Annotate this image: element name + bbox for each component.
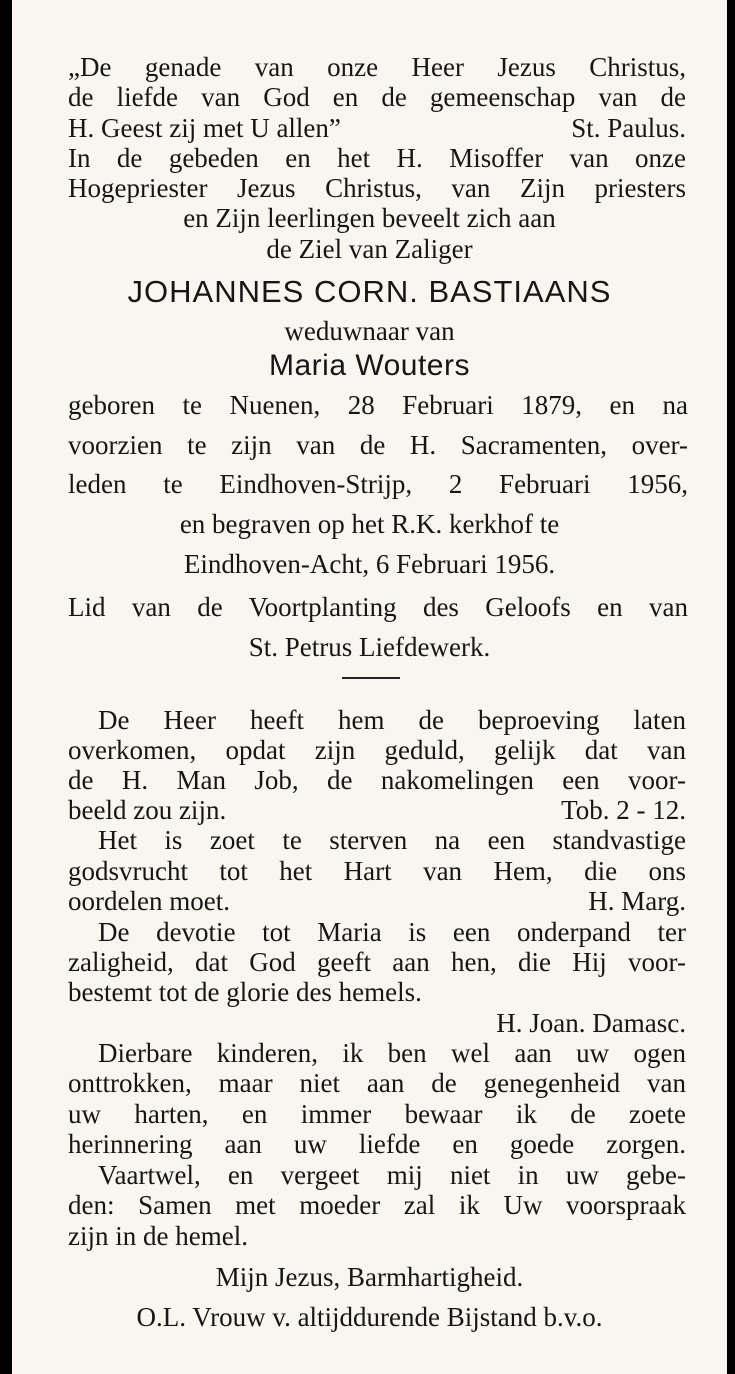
text-line: Het is zoet te sterven na een standvastige — [98, 825, 686, 855]
text-line: zijn in de hemel. — [68, 1221, 248, 1251]
citation: H. Joan. Damasc. — [496, 1008, 686, 1038]
text-line: bestemt tot de glorie des hemels. — [68, 977, 422, 1007]
text-line: oordelen moet. — [68, 886, 230, 916]
text-line: overkomen, opdat zijn geduld, gelijk dat van — [68, 735, 686, 765]
text-line: onttrokken, maar niet aan de genegenheid van — [68, 1068, 686, 1098]
citation: St. Paulus. — [571, 113, 686, 143]
text-line: St. Petrus Liefdewerk. — [248, 632, 491, 662]
text-line: Eindhoven-Acht, 6 Februari 1956. — [183, 549, 556, 579]
text-line: Hogepriester Jezus Christus, van Zijn priesters — [68, 173, 686, 203]
citation: Tob. 2 - 12. — [561, 795, 686, 825]
prayer-card — [12, 0, 727, 1374]
text-line: H. Geest zij met U allen” — [68, 113, 341, 143]
text-line: de H. Man Job, de nakomelingen een voor- — [68, 765, 686, 795]
text-line: de Ziel van Zaliger — [266, 234, 473, 264]
text-line: geboren te Nuenen, 28 Februari 1879, en na — [68, 390, 688, 420]
text-line: en Zijn leerlingen beveelt zich aan — [183, 203, 556, 233]
text-line: godsvrucht tot het Hart van Hem, die ons — [68, 856, 686, 886]
text-line: Lid van de Voortplanting des Geloofs en van — [68, 592, 688, 622]
deceased-name: JOHANNES CORN. BASTIAANS — [127, 274, 612, 309]
text-line: beeld zou zijn. — [68, 795, 227, 825]
text-line: In de gebeden en het H. Misoffer van onze — [68, 143, 686, 173]
text-line: weduwnaar van — [284, 316, 455, 346]
text-line: „De genade van onze Heer Jezus Christus, — [68, 52, 686, 82]
citation: H. Marg. — [588, 886, 686, 916]
text-line: en begraven op het R.K. kerkhof te — [179, 509, 560, 539]
text-line: De Heer heeft hem de beproeving laten — [98, 705, 686, 735]
invocation: Mijn Jezus, Barmhartigheid. — [215, 1262, 524, 1292]
text-line: herinnering aan uw liefde en goede zorgen. — [68, 1129, 686, 1159]
text-line: zaligheid, dat God geeft aan hen, die Hij voor- — [68, 947, 686, 977]
text-line: leden te Eindhoven-Strijp, 2 Februari 1956, — [68, 469, 688, 499]
invocation: O.L. Vrouw v. altijddurende Bijstand b.v.o. — [136, 1302, 603, 1332]
text-line: Vaartwel, en vergeet mij niet in uw gebe- — [98, 1160, 686, 1190]
spouse-name: Maria Wouters — [268, 349, 470, 382]
text-line: de liefde van God en de gemeenschap van de — [68, 82, 686, 112]
divider — [342, 677, 400, 679]
text-line: voorzien te zijn van de H. Sacramenten, over- — [68, 430, 688, 460]
text-line: den: Samen met moeder zal ik Uw voorspraak — [68, 1190, 686, 1220]
text-line: Dierbare kinderen, ik ben wel aan uw ogen — [98, 1038, 686, 1068]
text-line: De devotie tot Maria is een onderpand ter — [98, 917, 686, 947]
text-line: uw harten, en immer bewaar ik de zoete — [68, 1099, 686, 1129]
